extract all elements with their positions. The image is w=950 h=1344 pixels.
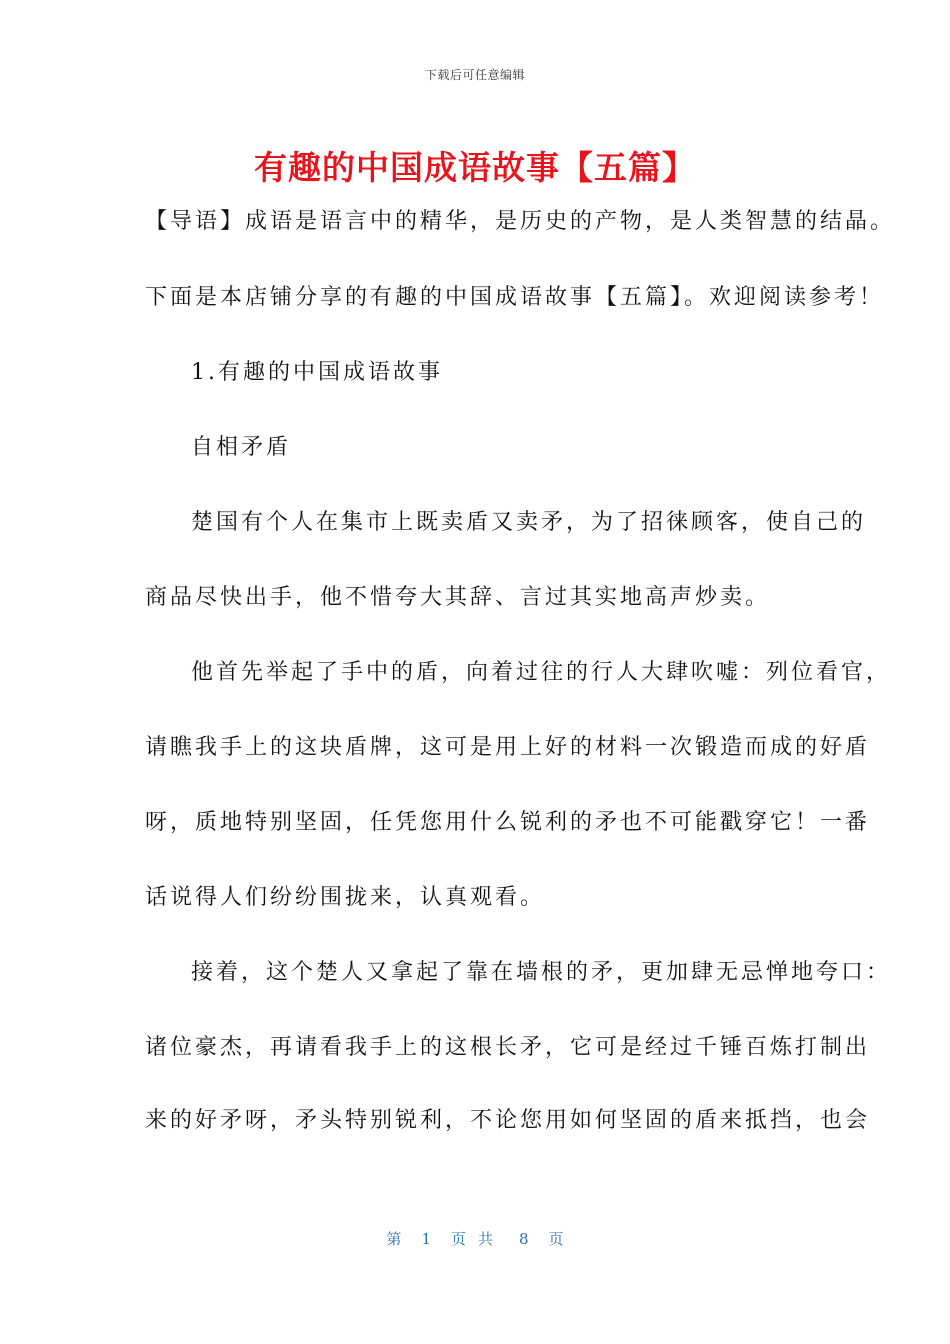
footer-suffix: 页 [548, 1230, 564, 1248]
page-footer [0, 1228, 950, 1249]
header-note: 下载后可任意编辑 [424, 68, 525, 82]
story-title: 自相矛盾 [191, 435, 292, 460]
body-line: 商品尽快出手，他不惜夸大其辞、言过其实地高声炒卖。 [145, 585, 771, 610]
intro-line-2: 下面是本店铺分享的有趣的中国成语故事【五篇】。欢迎阅读参考！ [145, 285, 885, 310]
body-line: 话说得人们纷纷围拢来，认真观看。 [145, 885, 546, 910]
section-heading: 1.有趣的中国成语故事 [191, 360, 443, 385]
body-line: 诸位豪杰，再请看我手上的这根长矛，它可是经过千锤百炼打制出 [145, 1035, 871, 1060]
document-title: 有趣的中国成语故事【五篇】 [254, 148, 696, 187]
body-line: 接着，这个楚人又拿起了靠在墙根的矛，更加肆无忌惮地夸口： [191, 960, 892, 985]
body-line: 呀，质地特别坚固，任凭您用什么锐利的矛也不可能戳穿它！一番 [145, 810, 871, 835]
footer-middle: 页共 [450, 1230, 505, 1248]
body-line: 请瞧我手上的这块盾牌，这可是用上好的材料一次锻造而成的好盾 [145, 735, 871, 760]
body-line: 来的好矛呀，矛头特别锐利，不论您用如何坚固的盾来抵挡，也会 [145, 1108, 871, 1133]
footer-page-number: 1 [421, 1230, 431, 1248]
body-line: 楚国有个人在集市上既卖盾又卖矛，为了招徕顾客，使自己的 [191, 510, 867, 535]
intro-line-1: 【导语】成语是语言中的精华，是历史的产物，是人类智慧的结晶。 [145, 209, 896, 234]
footer-prefix: 第 [386, 1230, 402, 1248]
body-line: 他首先举起了手中的盾，向着过往的行人大肆吹嘘：列位看官， [191, 660, 892, 685]
footer-total-pages: 8 [519, 1230, 529, 1248]
